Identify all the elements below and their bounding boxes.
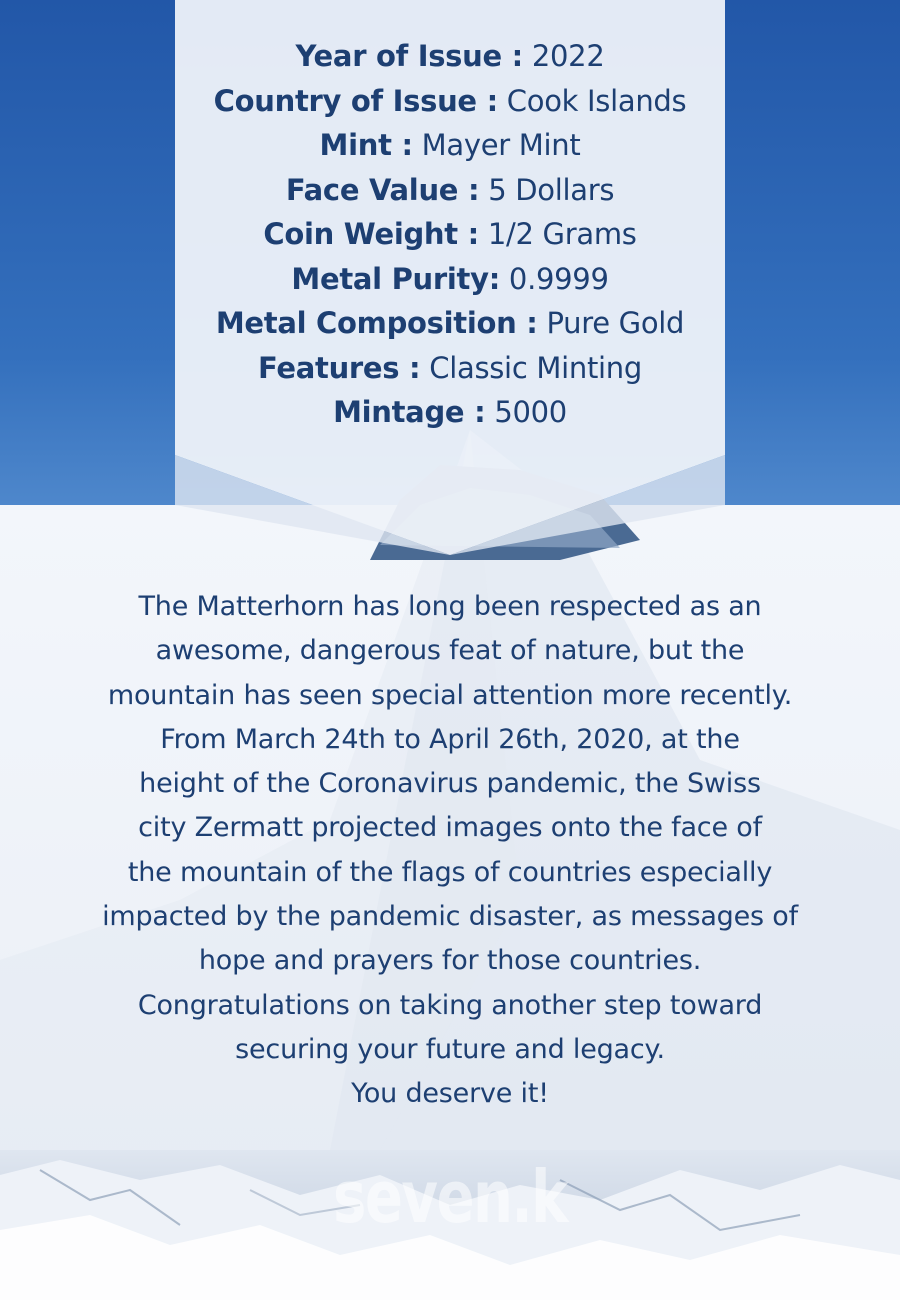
spec-label: Metal Purity: xyxy=(291,261,500,296)
spec-face-value xyxy=(175,168,725,213)
description-line: You deserve it! xyxy=(351,1078,549,1110)
spec-label: Features : xyxy=(258,350,421,385)
spec-value: 0.9999 xyxy=(508,261,609,296)
description-line: height of the Coronavirus pandemic, the Swiss xyxy=(139,768,761,800)
matterhorn-description xyxy=(30,585,870,1117)
spec-value: 1/2 Grams xyxy=(487,217,637,251)
description-line: hope and prayers for those countries. xyxy=(198,945,702,977)
spec-label: Mint : xyxy=(319,128,413,162)
spec-value: Pure Gold xyxy=(546,306,685,340)
spec-value: Classic Minting xyxy=(429,350,642,385)
spec-label: Year of Issue : xyxy=(295,39,523,73)
spec-label: Face Value : xyxy=(285,172,480,207)
spec-value: 5 Dollars xyxy=(488,172,615,207)
spec-value: 5000 xyxy=(494,395,567,429)
spec-mintage xyxy=(175,390,725,435)
seven-k-watermark: seven.k xyxy=(333,1155,567,1239)
description-line: city Zermatt projected images onto the face of xyxy=(138,812,762,844)
spec-label: Coin Weight : xyxy=(263,217,479,251)
spec-label: Metal Composition : xyxy=(215,306,538,340)
spec-coin-weight xyxy=(175,212,725,257)
spec-year-of-issue xyxy=(175,34,725,79)
spec-metal-composition xyxy=(175,301,725,346)
spec-mint xyxy=(175,123,725,168)
spec-features xyxy=(175,346,725,391)
spec-label: Mintage : xyxy=(333,395,486,429)
description-line: awesome, dangerous feat of nature, but the xyxy=(155,635,745,667)
spec-value: Cook Islands xyxy=(506,83,687,118)
spec-country-of-issue xyxy=(175,79,725,124)
coin-specs-panel xyxy=(175,0,725,430)
description-line: the mountain of the flags of countries especially xyxy=(127,856,773,888)
description-line: The Matterhorn has long been respected as an xyxy=(138,591,762,622)
description-line: mountain has seen special attention more recently. xyxy=(107,679,793,711)
description-line: Congratulations on taking another step toward xyxy=(137,989,763,1021)
description-line: securing your future and legacy. xyxy=(235,1033,665,1065)
spec-metal-purity xyxy=(175,257,725,302)
description-line: From March 24th to April 26th, 2020, at the xyxy=(160,723,740,755)
spec-value: Mayer Mint xyxy=(421,128,581,162)
description-line: impacted by the pandemic disaster, as messages of xyxy=(102,901,798,933)
spec-value: 2022 xyxy=(531,39,605,73)
spec-label: Country of Issue : xyxy=(213,83,498,118)
